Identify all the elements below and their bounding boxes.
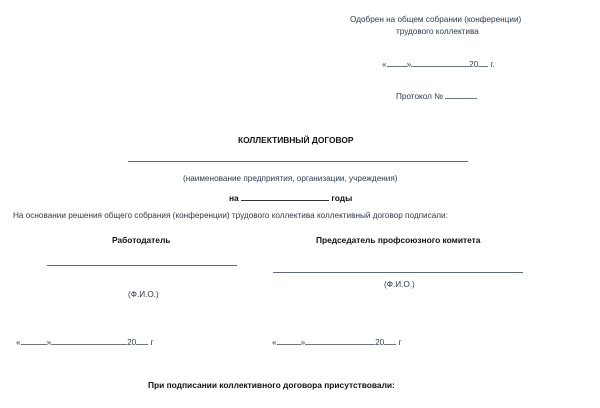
period-blank bbox=[241, 193, 329, 201]
approval-date-close-quote: » bbox=[406, 60, 412, 69]
union-chairman-title: Председатель профсоюзного комитета bbox=[316, 235, 481, 245]
union-date-month-blank bbox=[305, 337, 375, 345]
document-title: КОЛЛЕКТИВНЫЙ ДОГОВОР bbox=[238, 135, 354, 145]
union-date bbox=[272, 337, 402, 347]
attendance-title: При подписании коллективного договора присутствовали: bbox=[148, 380, 395, 390]
employer-date-open-quote: « bbox=[16, 338, 21, 347]
approval-date-year-blank bbox=[478, 59, 488, 67]
union-date-year-suffix: г bbox=[398, 338, 402, 347]
employer-title: Работодатель bbox=[112, 235, 171, 245]
approval-line-1: Одобрен на общем собрании (конференции) bbox=[350, 15, 522, 24]
approval-date-month-blank bbox=[411, 59, 469, 67]
basis-text: На основании решения общего собрания (конференции) трудового коллектива коллективный договор подписали: bbox=[13, 211, 448, 220]
approval-date-day-blank bbox=[387, 59, 407, 67]
protocol-label: Протокол № bbox=[396, 92, 443, 101]
org-name-caption: (наименование предприятия, организации, учреждения) bbox=[183, 174, 398, 183]
employer-date-year-blank bbox=[136, 337, 148, 345]
period-suffix: годы bbox=[331, 193, 353, 203]
employer-fio-caption: (Ф.И.О.) bbox=[128, 290, 159, 299]
union-date-year-blank bbox=[384, 337, 396, 345]
employer-date bbox=[16, 337, 154, 347]
employer-date-year-prefix: 20 bbox=[127, 338, 137, 347]
approval-date-open-quote: « bbox=[382, 60, 387, 69]
employer-date-year-suffix: г bbox=[150, 338, 154, 347]
union-date-year-prefix: 20 bbox=[375, 338, 385, 347]
employer-date-close-quote: » bbox=[46, 338, 52, 347]
employer-date-day-blank bbox=[21, 337, 47, 345]
protocol-number bbox=[396, 91, 477, 101]
period-line bbox=[229, 193, 352, 203]
org-name-line bbox=[128, 161, 468, 162]
union-signature-line bbox=[273, 272, 523, 273]
union-date-close-quote: » bbox=[300, 338, 306, 347]
approval-date bbox=[382, 59, 495, 69]
approval-date-year-suffix: г. bbox=[490, 60, 495, 69]
employer-signature-line bbox=[47, 265, 237, 266]
protocol-number-blank bbox=[445, 91, 477, 99]
union-fio-caption: (Ф.И.О.) bbox=[384, 280, 415, 289]
union-date-open-quote: « bbox=[272, 338, 277, 347]
union-date-day-blank bbox=[277, 337, 301, 345]
approval-date-year-prefix: 20 bbox=[469, 60, 479, 69]
employer-date-month-blank bbox=[51, 337, 127, 345]
approval-line-2: трудового коллектива bbox=[396, 27, 479, 36]
period-prefix: на bbox=[229, 193, 239, 203]
